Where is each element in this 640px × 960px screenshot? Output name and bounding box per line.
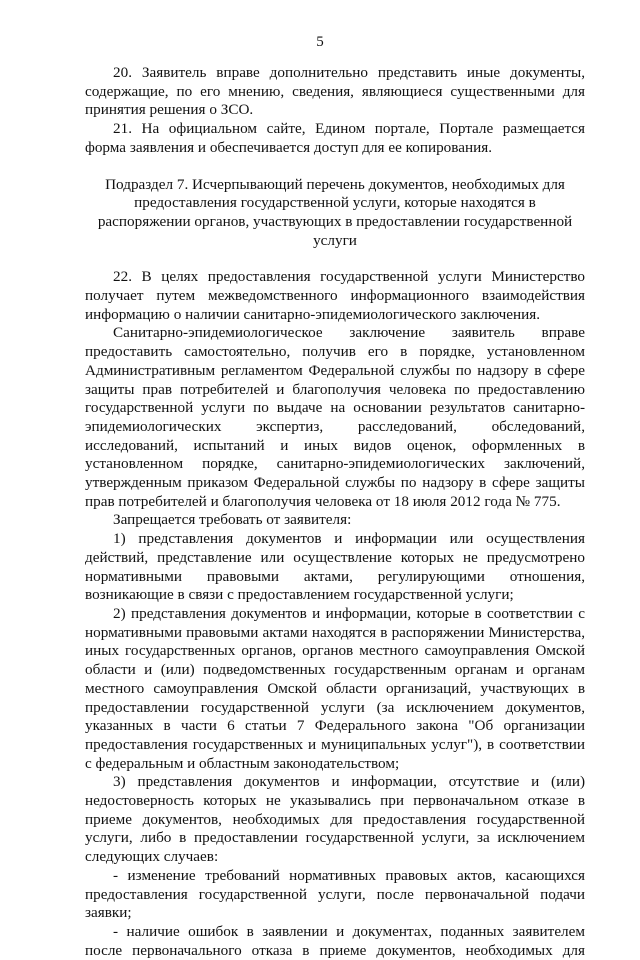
paragraph-21: 21. На официальном сайте, Едином портале, Портале размещается форма заявления и обеспечивается доступ для ее копирования. bbox=[85, 120, 585, 156]
list-item-3: 3) представления документов и информации, отсутствие и (или) недостоверность которых не указывались при первоначальном отказе в приеме документов, необходимых для предоставления государственной услуги, либо в предоставлении государственной услуги, за исключением следующих случаев: bbox=[85, 773, 585, 866]
list-item-3-case-1: - изменение требований нормативных правовых актов, касающихся предоставления государственной услуги, после первоначальной подачи заявки; bbox=[85, 866, 585, 922]
list-item-3-case-2: - наличие ошибок в заявлении и документах, поданных заявителем после первоначального отказа в приеме документов, необходимых для bbox=[85, 922, 585, 959]
subsection-7-title: Подраздел 7. Исчерпывающий перечень документов, необходимых для предоставления государственной услуги, которые находятся в распоряжении органов, участвующих в предоставлении государственной услуги bbox=[97, 175, 573, 249]
list-item-1: 1) представления документов и информации или осуществления действий, представление или осуществление которых не предусмотрено нормативными правовыми актами, регулирующими отношения, возникающие в связи с предоставлением государственной услуги; bbox=[85, 530, 585, 604]
page-number: 5 bbox=[316, 34, 324, 50]
paragraph-20: 20. Заявитель вправе дополнительно представить иные документы, содержащие, по его мнению, сведения, являющиеся существенными для принятия решения о ЗСО. bbox=[85, 64, 585, 119]
paragraph-22-conclusion: Санитарно-эпидемиологическое заключение заявитель вправе предоставить самостоятельно, получив его в порядке, установленном Административным регламентом Федеральной службы по надзору в сфере защиты прав потребителей и благополучия человека по предоставлению государственной услуги по выдаче на основании результатов санитарно-эпидемиологических экспертиз, расследований, обследований, исследований, испытаний и иных видов оценок, оформленных в установленном порядке, санитарно-эпидемиологических заключений, утвержденным приказом Федеральной службы по надзору в сфере защиты прав потребителей и благополучия человека от 18 июля 2012 года № 775. bbox=[85, 324, 585, 510]
document-body bbox=[85, 64, 585, 960]
paragraph-22: 22. В целях предоставления государственной услуги Министерство получает путем межведомственного информационного взаимодействия информацию о наличии санитарно-эпидемиологического заключения. bbox=[85, 268, 585, 323]
list-item-2: 2) представления документов и информации, которые в соответствии с нормативными правовыми актами находятся в распоряжении Министерства, иных государственных органов, органов местного самоуправления Омской области и (или) подведомственных государственным органам и органам местного самоуправления Омской области организаций, участвующих в предоставлении государственной услуги (за исключением документов, указанных в части 6 статьи 7 Федерального закона "Об организации предоставления государственных и муниципальных услуг"), в соответствии с федеральным и областным законодательством; bbox=[85, 604, 585, 772]
prohibited-intro: Запрещается требовать от заявителя: bbox=[113, 511, 352, 529]
